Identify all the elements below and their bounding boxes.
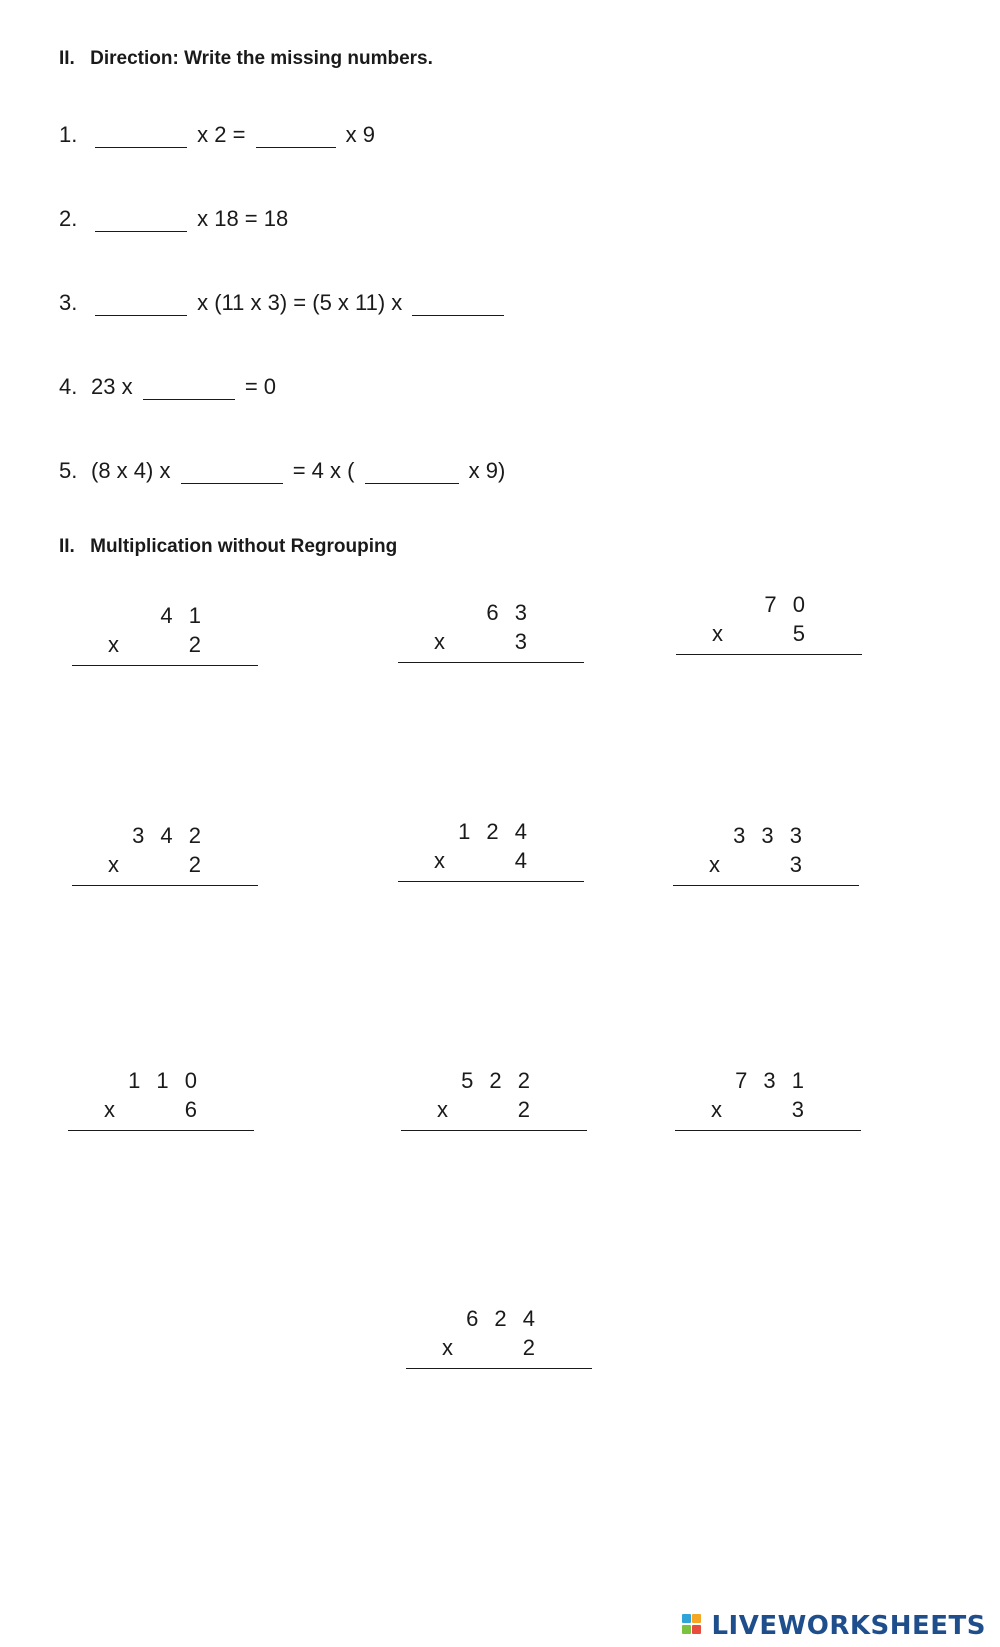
section-2-heading [59,536,397,558]
multiplication-problem [68,1068,254,1138]
answer-line[interactable] [398,881,584,882]
multiplicand: 1 2 4 [458,819,532,844]
multiplier: 3 [791,1097,809,1122]
answer-blank[interactable] [95,127,187,148]
question-1 [59,122,375,148]
answer-line[interactable] [406,1368,592,1369]
answer-blank[interactable] [181,463,283,484]
logo-square-2 [692,1614,701,1623]
multiplication-problem [673,823,859,893]
question-number: 5. [59,458,78,483]
multiplier: 3 [514,629,532,654]
answer-line[interactable] [72,665,258,666]
question-text: x 18 = 18 [191,206,289,231]
answer-blank[interactable] [256,127,336,148]
question-text: x 9 [339,122,376,147]
answer-line[interactable] [675,1130,861,1131]
times-sign: x [108,852,119,877]
multiplier: 2 [522,1335,540,1360]
multiplicand: 6 2 4 [466,1306,540,1331]
question-5 [59,458,505,484]
times-sign: x [104,1097,115,1122]
times-sign: x [437,1097,448,1122]
multiplicand: 1 1 0 [128,1068,202,1093]
liveworksheets-logo-icon [682,1612,708,1640]
section-2-title: Multiplication without Regrouping [90,536,398,557]
question-text: (8 x 4) x [91,458,177,483]
times-sign: x [711,1097,722,1122]
section-1-heading [59,48,433,70]
logo-square-3 [682,1625,691,1634]
multiplier: 2 [188,632,206,657]
section-1-title: Direction: Write the missing numbers. [90,48,433,69]
question-number: 3. [59,290,78,315]
multiplicand: 3 4 2 [132,823,206,848]
multiplier: 6 [184,1097,202,1122]
multiplier: 2 [517,1097,535,1122]
section-2-number: II. [59,536,75,557]
multiplication-problem [401,1068,587,1138]
multiplication-problem [406,1306,592,1376]
answer-blank[interactable] [143,379,235,400]
times-sign: x [434,848,445,873]
answer-line[interactable] [72,885,258,886]
liveworksheets-logo [682,1611,986,1641]
multiplicand: 4 1 [160,603,206,628]
question-3 [59,290,508,316]
question-text: x 2 = [191,122,252,147]
answer-line[interactable] [68,1130,254,1131]
multiplier: 4 [514,848,532,873]
times-sign: x [712,621,723,646]
question-text: = 4 x ( [286,458,361,483]
answer-blank[interactable] [95,295,187,316]
times-sign: x [442,1335,453,1360]
answer-line[interactable] [401,1130,587,1131]
multiplier: 5 [792,621,810,646]
multiplication-problem [675,1068,861,1138]
question-4 [59,374,276,400]
answer-blank[interactable] [365,463,459,484]
logo-square-1 [682,1614,691,1623]
question-text: x 9) [462,458,506,483]
multiplication-problem [72,603,258,673]
multiplicand: 6 3 [486,600,532,625]
section-1-number: II. [59,48,75,69]
answer-line[interactable] [673,885,859,886]
question-number: 4. [59,374,78,399]
question-text: = 0 [238,374,277,399]
times-sign: x [108,632,119,657]
multiplication-problem [398,819,584,889]
question-number: 1. [59,122,78,147]
multiplication-problem [398,600,584,670]
logo-square-4 [692,1625,701,1634]
multiplier: 3 [789,852,807,877]
times-sign: x [434,629,445,654]
answer-blank[interactable] [95,211,187,232]
question-text: 23 x [91,374,139,399]
logo-text: LIVEWORKSHEETS [711,1611,986,1641]
multiplicand: 3 3 3 [733,823,807,848]
answer-blank[interactable] [412,295,504,316]
question-number: 2. [59,206,78,231]
multiplicand: 5 2 2 [461,1068,535,1093]
multiplicand: 7 0 [764,592,810,617]
question-text: x (11 x 3) = (5 x 11) x [191,290,409,315]
multiplier: 2 [188,852,206,877]
multiplication-problem [676,592,862,662]
question-2 [59,206,288,232]
times-sign: x [709,852,720,877]
answer-line[interactable] [676,654,862,655]
answer-line[interactable] [398,662,584,663]
multiplication-problem [72,823,258,893]
multiplicand: 7 3 1 [735,1068,809,1093]
